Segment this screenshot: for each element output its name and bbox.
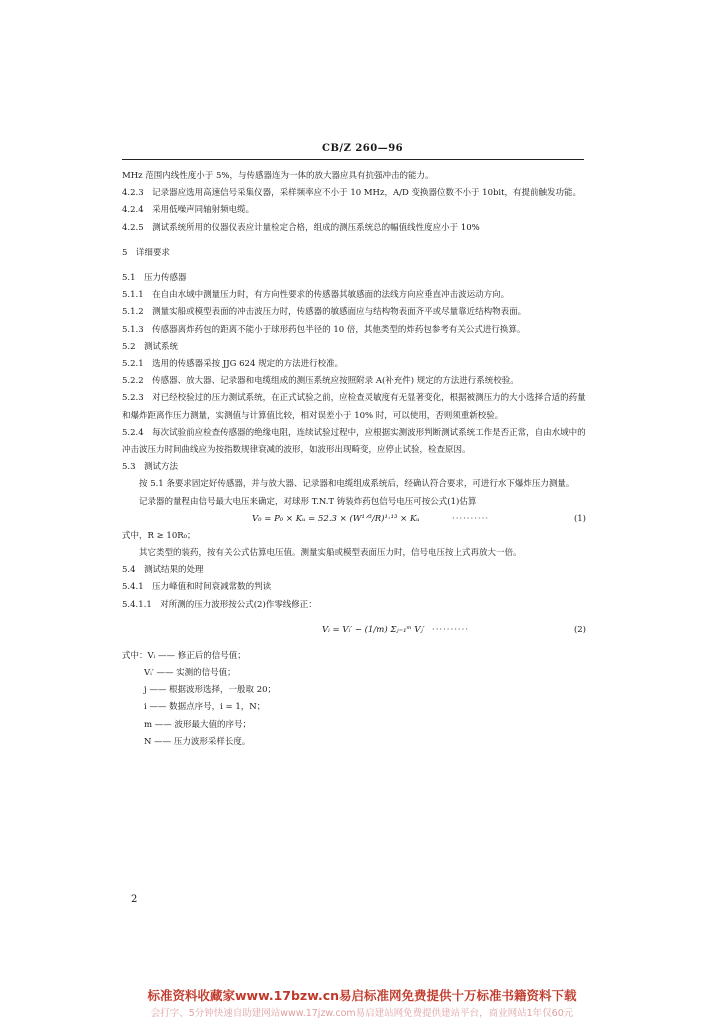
formula-1-number: (1) [573, 513, 586, 524]
formula-1 [122, 511, 586, 528]
formula-2-leader: ·········· [432, 624, 470, 635]
section-5-4-1-heading: 5.4.1 压力峰值和时间衰减常数的判读 [122, 582, 272, 593]
paragraph-5-1-1: 5.1.1 在自由水域中测量压力时，有方向性要求的传感器其敏感面的法线方向应垂直冲击波运动方向。 [122, 290, 510, 301]
paragraph-5-1-2: 5.1.2 测量实船或模型表面的冲击波压力时，传感器的敏感面应与结构物表面齐平或尽量靠近结构物表面。 [122, 307, 527, 318]
paragraph-5-2-2: 5.2.2 传感器、放大器、记录器和电缆组成的测压系统应按照附录 A(补充件) 规定的方法进行系统校验。 [122, 376, 519, 387]
where-item-n: N —— 压力波形采样长度。 [144, 736, 251, 747]
paragraph-4-2-3: 4.2.3 记录器应选用高速信号采集仪器，采样频率应不小于 10 MHz，A/D 变换器位数不小于 10bit，有提前触发功能。 [122, 188, 582, 199]
paragraph-5-3-c: 其它类型的装药，按有关公式估算电压值。测量实船或模型表面压力时，信号电压按上式再放大一倍。 [139, 548, 522, 559]
section-5-heading: 5 详细要求 [122, 247, 170, 258]
where-item-vi-prime: Vᵢ′ —— 实测的信号值； [144, 668, 236, 679]
where-item-vi: 式中：Vᵢ —— 修正后的信号值； [122, 650, 246, 661]
formula-1-leader: ·········· [452, 513, 490, 524]
section-5-3-heading: 5.3 测试方法 [122, 462, 179, 473]
formula-1-expression: V₀ = P₀ × Kᵤ = 52.3 × (W¹ᐟ³/R)¹·¹³ × Kᵤ [252, 513, 420, 524]
watermark-banner-secondary[interactable]: 会打字、5分钟快速自助建网站www.17jzw.com易启建站网免费提供建站平台，商业网站1年仅60元 [150, 1008, 574, 1019]
section-5-2-heading: 5.2 测试系统 [122, 341, 179, 352]
formula-1-where: 式中，R ≥ 10R₀； [122, 530, 196, 541]
paragraph-4-2-2-cont: MHz 范围内线性度小于 5%，与传感器连为一体的放大器应具有抗强冲击的能力。 [122, 171, 434, 181]
paragraph-5-2-1: 5.2.1 选用的传感器采按 JJG 624 规定的方法进行校准。 [122, 359, 344, 370]
page-number: 2 [131, 894, 138, 905]
paragraph-5-3-b: 记录器的量程由信号最大电压来确定，对球形 T.N.T 铸装炸药包信号电压可按公式(1)估算 [139, 496, 477, 507]
paragraph-5-2-3: 5.2.3 对已经校验过的压力测试系统，在正式试验之前，应检查灵敏度有无显著变化，根据被测压力的大小选择合适的药量和爆炸距离作压力测量，实测值与计算值比较，相对误差小于 10% 时，可以使用，否则须重新校验。 [122, 393, 586, 421]
header-rule [122, 159, 584, 160]
where-item-j: j —— 根据波形选择，一般取 20； [144, 685, 277, 696]
where-item-m: m —— 波形最大值的序号； [144, 719, 251, 730]
paragraph-4-2-4: 4.2.4 采用低噪声同轴射频电缆。 [122, 205, 255, 216]
standard-code-header: CB/Z 260—96 [322, 143, 404, 154]
paragraph-4-2-5: 4.2.5 测试系统所用的仪器仪表应计量检定合格，组成的测压系统总的幅值线性度应小于 10% [122, 222, 480, 233]
formula-2-number: (2) [573, 624, 586, 635]
paragraph-5-1-3: 5.1.3 传感器离炸药包的距离不能小于球形药包半径的 10 倍，其他类型的炸药包参考有关公式进行换算。 [122, 324, 526, 335]
where-item-i: i —— 数据点序号，i = 1，N； [144, 702, 266, 713]
formula-2 [122, 614, 586, 648]
paragraph-5-3-a: 按 5.1 条要求固定好传感器，并与放大器、记录器和电缆组成系统后，经确认符合要求，可进行水下爆炸压力测量。 [139, 479, 575, 490]
section-5-4-heading: 5.4 测试结果的处理 [122, 565, 204, 576]
document-body [122, 168, 586, 751]
formula-2-expression: Vᵢ = Vᵢ′ − (1/m) Σⱼ₌₁ᵐ Vⱼ′ [322, 624, 425, 635]
paragraph-5-2-4: 5.2.4 每次试验前应检查传感器的绝缘电阻，连续试验过程中，应根据实测波形判断测试系统工作是否正常，自由水域中的冲击波压力时间曲线应为按指数规律衰减的波形，如波形出现畸变，应停止试验，检查原因。 [122, 427, 586, 456]
section-5-1-heading: 5.1 压力传感器 [122, 273, 187, 284]
paragraph-5-4-1-1: 5.4.1.1 对所测的压力波形按公式(2)作零线修正： [122, 599, 317, 610]
watermark-banner-main[interactable]: 标准资料收藏家www.17bzw.cn易启标准网免费提供十万标准书籍资料下载 [147, 988, 577, 1003]
